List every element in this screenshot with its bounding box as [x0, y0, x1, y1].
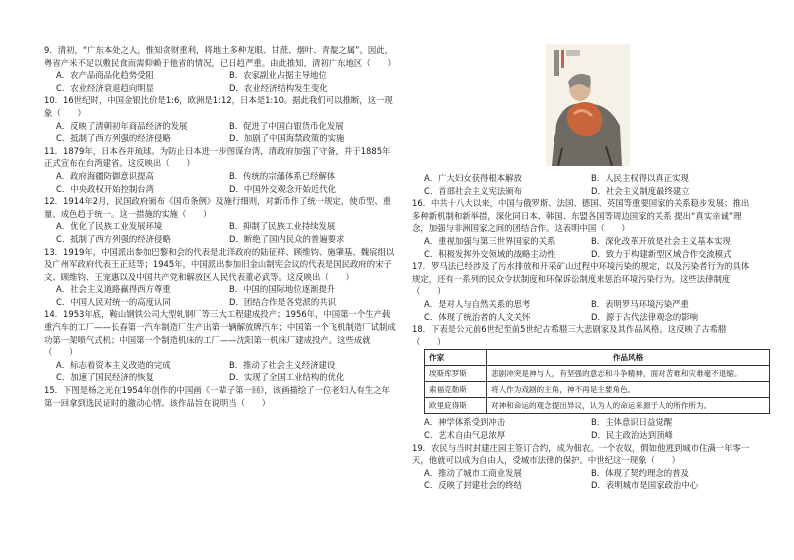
right-questions: [412, 197, 752, 348]
answer-option[interactable]: D．团结合作是各党派的共识: [229, 296, 336, 307]
table-cell: 索福克勒斯: [425, 382, 487, 398]
answer-options: [44, 120, 396, 145]
answer-options: [44, 283, 396, 308]
table-cell: 对神和命运的观念提出异议，认为人的命运来源于人的所作所为。: [487, 398, 770, 414]
answer-option[interactable]: C．抵制了西方列强的经济侵略: [56, 233, 171, 244]
answer-option[interactable]: D．农业经济结构发生变化: [229, 82, 328, 93]
answer-option[interactable]: B．中国的国际地位逐渐提升: [229, 284, 336, 295]
answer-option[interactable]: A．推动了城市工商业发展: [424, 467, 522, 478]
right-column: [412, 44, 752, 492]
answer-option[interactable]: A．农产品商品化趋势受阻: [56, 70, 154, 81]
table-row: [425, 398, 770, 414]
answer-option[interactable]: A．是对人与自然关系的思考: [424, 298, 531, 309]
table-row: [425, 366, 770, 382]
table-cell: 将人作为戏剧的主角，神不再是主要角色。: [487, 382, 770, 398]
answer-option[interactable]: A．反映了清朝初年商品经济的发展: [56, 120, 188, 131]
answer-option[interactable]: A．标志着资本主义改造的完成: [56, 359, 171, 370]
answer-options: [44, 69, 396, 94]
answer-option[interactable]: D．加剧了中国海禁政策的实施: [229, 133, 345, 144]
answer-option[interactable]: C．体现了统治者的人文关怀: [424, 311, 531, 322]
answer-option[interactable]: C．加速了国民经济的恢复: [56, 372, 154, 383]
question-text: 13．1919年，中国派出参加巴黎和会的代表是北洋政府的陆征祥、顾维钧、施肇基、魏宸组以及广州军政府代表王正廷等；1945年，中国派出参加旧金山制宪会议的代表是国民政府的宋子文、顾维钧、王宠惠以及中国共产党和解放区人民代表董必武等。这反映出（ ）: [44, 246, 395, 282]
table-header-row: [425, 350, 770, 366]
answer-option[interactable]: B．人民主权得以真正实现: [591, 173, 689, 183]
question-15: [44, 384, 396, 409]
answer-option[interactable]: D．中国外交观念开始近代化: [229, 183, 336, 194]
question-text: 15．下图是杨之光在1954年创作的中国画《一辈子第一回》，该画描绘了一位老妇人有生之年第一回拿到选民证时的激动心情。该作品旨在说明当（ ）: [44, 385, 391, 408]
answer-options: [44, 170, 396, 195]
answer-option[interactable]: D．社会主义制度最终建立: [591, 185, 690, 196]
left-column: [44, 44, 396, 409]
answer-option[interactable]: C．艺术自由气息浓厚: [424, 429, 506, 440]
answer-option[interactable]: B．促进了中国白银货币化发展: [229, 120, 344, 131]
question-19: [412, 442, 752, 492]
answer-option[interactable]: C．反映了封建社会的终结: [424, 480, 522, 491]
question-text: 14．1953年底，鞍山钢铁公司大型轧钢厂等三大工程建成投产；1956年，中国第一个生产载重汽车的工厂——长春第一汽车制造厂生产出第一辆解放牌汽车；中国第一个飞机制造厂试制成功第一架喷气式机；中国第一个制造机床的工厂——沈阳第一机床厂建成投产。这些成就（ ）: [44, 309, 396, 358]
question-text: 16．中共十八大以来，中国与俄罗斯、法国、德国、英国等重要国家的关系稳步发展；推出多种新机制和新举措，深化同日本、韩国、东盟各国等周边国家的关系 提出“真实亲诚”理念，加强与非洲国家之间的团结合作。这表明中国（ ）: [412, 198, 750, 234]
answer-options: [44, 359, 396, 384]
question-text: 10．16世纪时，中国金银比价是1:6，欧洲是1:12，日本是1:10。据此我们可以推断，这一现象（ ）: [44, 95, 393, 118]
answer-option[interactable]: B．深化改革开放是社会主义基本实现: [591, 235, 731, 246]
answer-option[interactable]: A．政府海疆防御意识提高: [56, 170, 154, 181]
q15-options: [412, 172, 752, 197]
painting-image: [546, 44, 630, 166]
answer-option[interactable]: D．致力于构建新型区域合作交流模式: [591, 248, 732, 259]
table-cell: 埃斯库罗斯: [425, 366, 487, 382]
question-text: 9．清初，“广东本处之人，惟知贪财重利，将地土多种龙眼、甘蔗、烟叶、青靛之属”。因此，粤省产米不足以敷民食而需仰赖于他省的情况，已日趋严重。由此推知，清初广东地区（ ）: [44, 45, 396, 68]
question-9: [44, 44, 396, 94]
answer-option[interactable]: C．首部社会主义宪法颁布: [424, 185, 522, 196]
answer-option[interactable]: B．推动了社会主义经济建设: [229, 359, 336, 370]
answer-option[interactable]: D．断绝了国内民众的普遍要求: [229, 233, 345, 244]
answer-options: [44, 220, 396, 245]
answer-option[interactable]: A．重视加强与第三世界国家的关系: [424, 235, 556, 246]
answer-option[interactable]: C．农业经济衰退趋向明显: [56, 82, 154, 93]
answer-option[interactable]: C．中央政权开始控制台湾: [56, 183, 154, 194]
answer-option[interactable]: C．积极发挥外交领域的战略主动性: [424, 248, 556, 259]
question-text: 18．下表是公元前6世纪至前5世纪古希腊三大悲剧家及其作品风格。这反映了古希腊（ ）: [412, 324, 727, 347]
question-text: 19．农民与当时封建庄园主签订合约，成为佃农。一个农奴，假如他逃到城市住满一年零一天，他就可以成为自由人，受城市法律的保护。中世纪这一现象（ ）: [412, 442, 750, 466]
q19-options: [412, 467, 752, 492]
answer-option[interactable]: B．表明罗马环境污染严重: [591, 298, 689, 309]
question-text: 12．1914年2月，民国政府颁布《国币条例》及施行细则，对新币作了统一规定，使币型、重量、成色趋于统一。这一措施的实施（ ）: [44, 196, 392, 219]
question-11: [44, 145, 396, 195]
answer-option[interactable]: B．主体意识日益觉醒: [591, 417, 673, 428]
answer-option[interactable]: B．农家副业占据主导地位: [229, 70, 327, 81]
answer-option[interactable]: B．传统的宗藩体系已经解体: [229, 170, 336, 181]
table-header-cell: 作家: [425, 350, 487, 366]
question-10: [44, 94, 396, 144]
q18-options: [412, 416, 752, 441]
painting-area: [412, 44, 752, 172]
answer-option[interactable]: A．优化了民族工业发展环境: [56, 221, 163, 232]
answer-option[interactable]: D．实现了全国工业结构的优化: [229, 372, 345, 383]
answer-options: [412, 235, 752, 260]
answer-option[interactable]: B．抑制了民族工业持续发展: [229, 221, 336, 232]
question-18: [412, 323, 752, 348]
question-text: 11．1879年，日本吞并琉球。为防止日本进一步图谋台湾，清政府加强了守备，并于1885年正式宣布在台湾建省。这反映出（ ）: [44, 145, 391, 169]
answer-option[interactable]: D．表明城市是国家政治中心: [591, 480, 698, 491]
answer-option[interactable]: A．广大妇女获得根本解放: [424, 173, 522, 183]
answer-option[interactable]: C．抵制了西方列强的经济侵略: [56, 133, 171, 144]
answer-option[interactable]: B．体现了契约理念的普及: [591, 467, 689, 478]
answer-option[interactable]: D．民主政治达到顶峰: [591, 429, 673, 440]
tragedians-table: [424, 349, 770, 414]
answer-option[interactable]: A．神学体系受到冲击: [424, 417, 506, 428]
answer-option[interactable]: A．社会主义道路赢得西方尊重: [56, 284, 171, 295]
table-header-cell: 作品风格: [487, 350, 770, 366]
question-17: [412, 260, 752, 323]
answer-option[interactable]: D．源于古代法律观念的影响: [591, 311, 698, 322]
table-cell: 悲剧冲突是神与人，有坚强的意志和斗争精神，面对苦难和灾难毫不退缩。: [487, 366, 770, 382]
table-cell: 欧里庇得斯: [425, 398, 487, 414]
question-13: [44, 246, 396, 309]
table-row: [425, 382, 770, 398]
answer-options: [412, 298, 752, 323]
question-text: 17．罗马法已经涉及了污水排放和开采矿山过程中环境污染的规定，以及污染者行为的具体规定，还有一系列的民众令状制度和环保诉讼制度来惩治环境污染行为。这些法律制度（ ）: [412, 261, 750, 297]
answer-option[interactable]: C．中国人民对统一的高度认同: [56, 296, 171, 307]
question-14: [44, 308, 396, 384]
question-12: [44, 195, 396, 245]
question-16: [412, 197, 752, 260]
